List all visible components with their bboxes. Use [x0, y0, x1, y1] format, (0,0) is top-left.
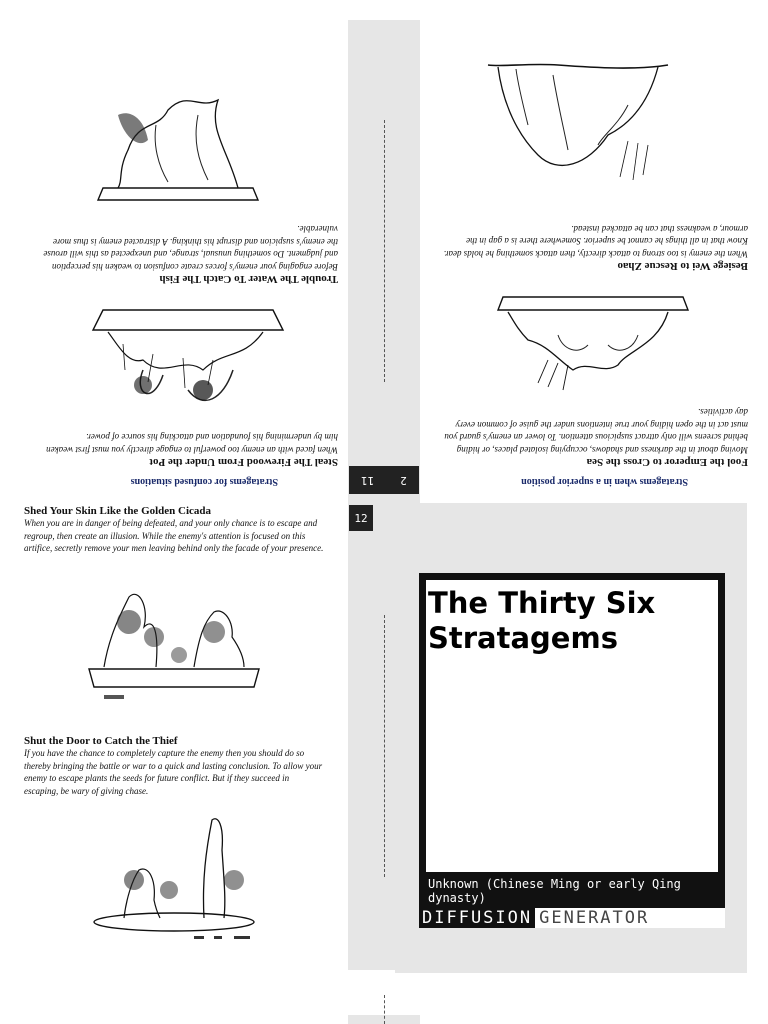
cover-frame: [419, 573, 725, 908]
entry-title: Steal The Firewood From Under the Pot: [149, 456, 338, 468]
cliff-tray-illustration: [478, 45, 678, 205]
bonsai-tray-illustration: [73, 300, 303, 420]
section-title: Stratagems for confused situations: [130, 476, 278, 487]
entry-fool-emperor: [443, 406, 748, 468]
entry-besiege-wei: [443, 223, 748, 273]
entry-shut-door: [24, 735, 324, 797]
entry-body: When faced with an enemy too powerful to engage directly you must first weaken him by undermining his foundation and attacking his source of power.: [46, 432, 338, 455]
entry-body: Moving about in the darkness and shadows, occupying isolated places, or hiding behind screens will only attract suspicious attention. To lower an enemy's guard you must act in the open hiding your true intentions under the guise of common every day activities.: [444, 407, 748, 455]
cover-title-line1: The Thirty Six: [428, 586, 656, 620]
cover-title: [428, 586, 655, 656]
entry-body: When you are in danger of being defeated, and your only chance is to escape and regroup, then create an illusion. While the enemy's attention is focused on this artifice, secretly remove your men leaving behind only the facade of your presence.: [24, 518, 324, 553]
fold-line-top: [384, 120, 385, 382]
entry-body: Before engaging your enemy's forces create confusion to weaken his perception and judgment. Do something unusual, strange, and unexpected as this will arouse the enemy's suspicion and disrupt his thinking. A distracted enemy is thus more vulnerable.: [43, 224, 338, 272]
entry-body: When the enemy is too strong to attack directly, then attack something he holds dear. Know that in all things he cannot be superior. Somewhere there is a gap in the armour, a weakness that can be attacked instead.: [443, 224, 748, 259]
page-number-tab-cover: [349, 505, 373, 531]
section-title: Stratagems when in a superior position: [521, 476, 688, 487]
cover-author: Unknown (Chinese Ming or early Qing dynasty): [428, 877, 681, 905]
entry-title: Shut the Door to Catch the Thief: [24, 735, 178, 747]
brand-generator: GENERATOR: [539, 908, 650, 928]
rock-pillar-landscape-illustration: [84, 810, 264, 950]
entry-trouble-water: [38, 223, 338, 285]
entry-title: Shed Your Skin Like the Golden Cicada: [24, 505, 212, 517]
publisher-logo: [419, 908, 725, 928]
entry-title: Fool the Emperor to Cross the Sea: [586, 456, 748, 468]
cover-title-area: [426, 580, 718, 872]
brand-diffusion: DIFFUSION: [419, 908, 535, 928]
rock-table-illustration: [88, 80, 268, 210]
rock-garden-illustration: [488, 285, 698, 405]
upside-down-page-left: [22, 20, 338, 490]
upright-page-left: [24, 505, 324, 975]
entry-body: If you have the chance to completely capture the enemy then you should do so thereby bringing the battle or war to a quick and lasting conclusion. To allow your enemy to escape plants the seeds for future conflict. But if they succeed in escaping, be wary of giving chase.: [24, 748, 323, 796]
cover-title-line2: Stratagems: [428, 621, 618, 655]
entry-steal-firewood: [38, 431, 338, 468]
fold-line-bottom: [384, 995, 385, 1024]
page-number-cover: 12: [354, 511, 368, 525]
page-number-tab-top: [349, 466, 419, 494]
bonsai-rock-landscape-illustration: [84, 577, 264, 707]
fold-line-middle: [384, 615, 385, 877]
upside-down-page-right: [432, 20, 748, 490]
entry-shed-skin: [24, 505, 324, 555]
page-number-left: 11: [361, 473, 375, 487]
entry-title: Besiege Wei to Rescue Zhao: [617, 260, 748, 272]
entry-title: Trouble The Water To Catch The Fish: [159, 273, 338, 285]
page-number-right: 2: [400, 473, 407, 487]
